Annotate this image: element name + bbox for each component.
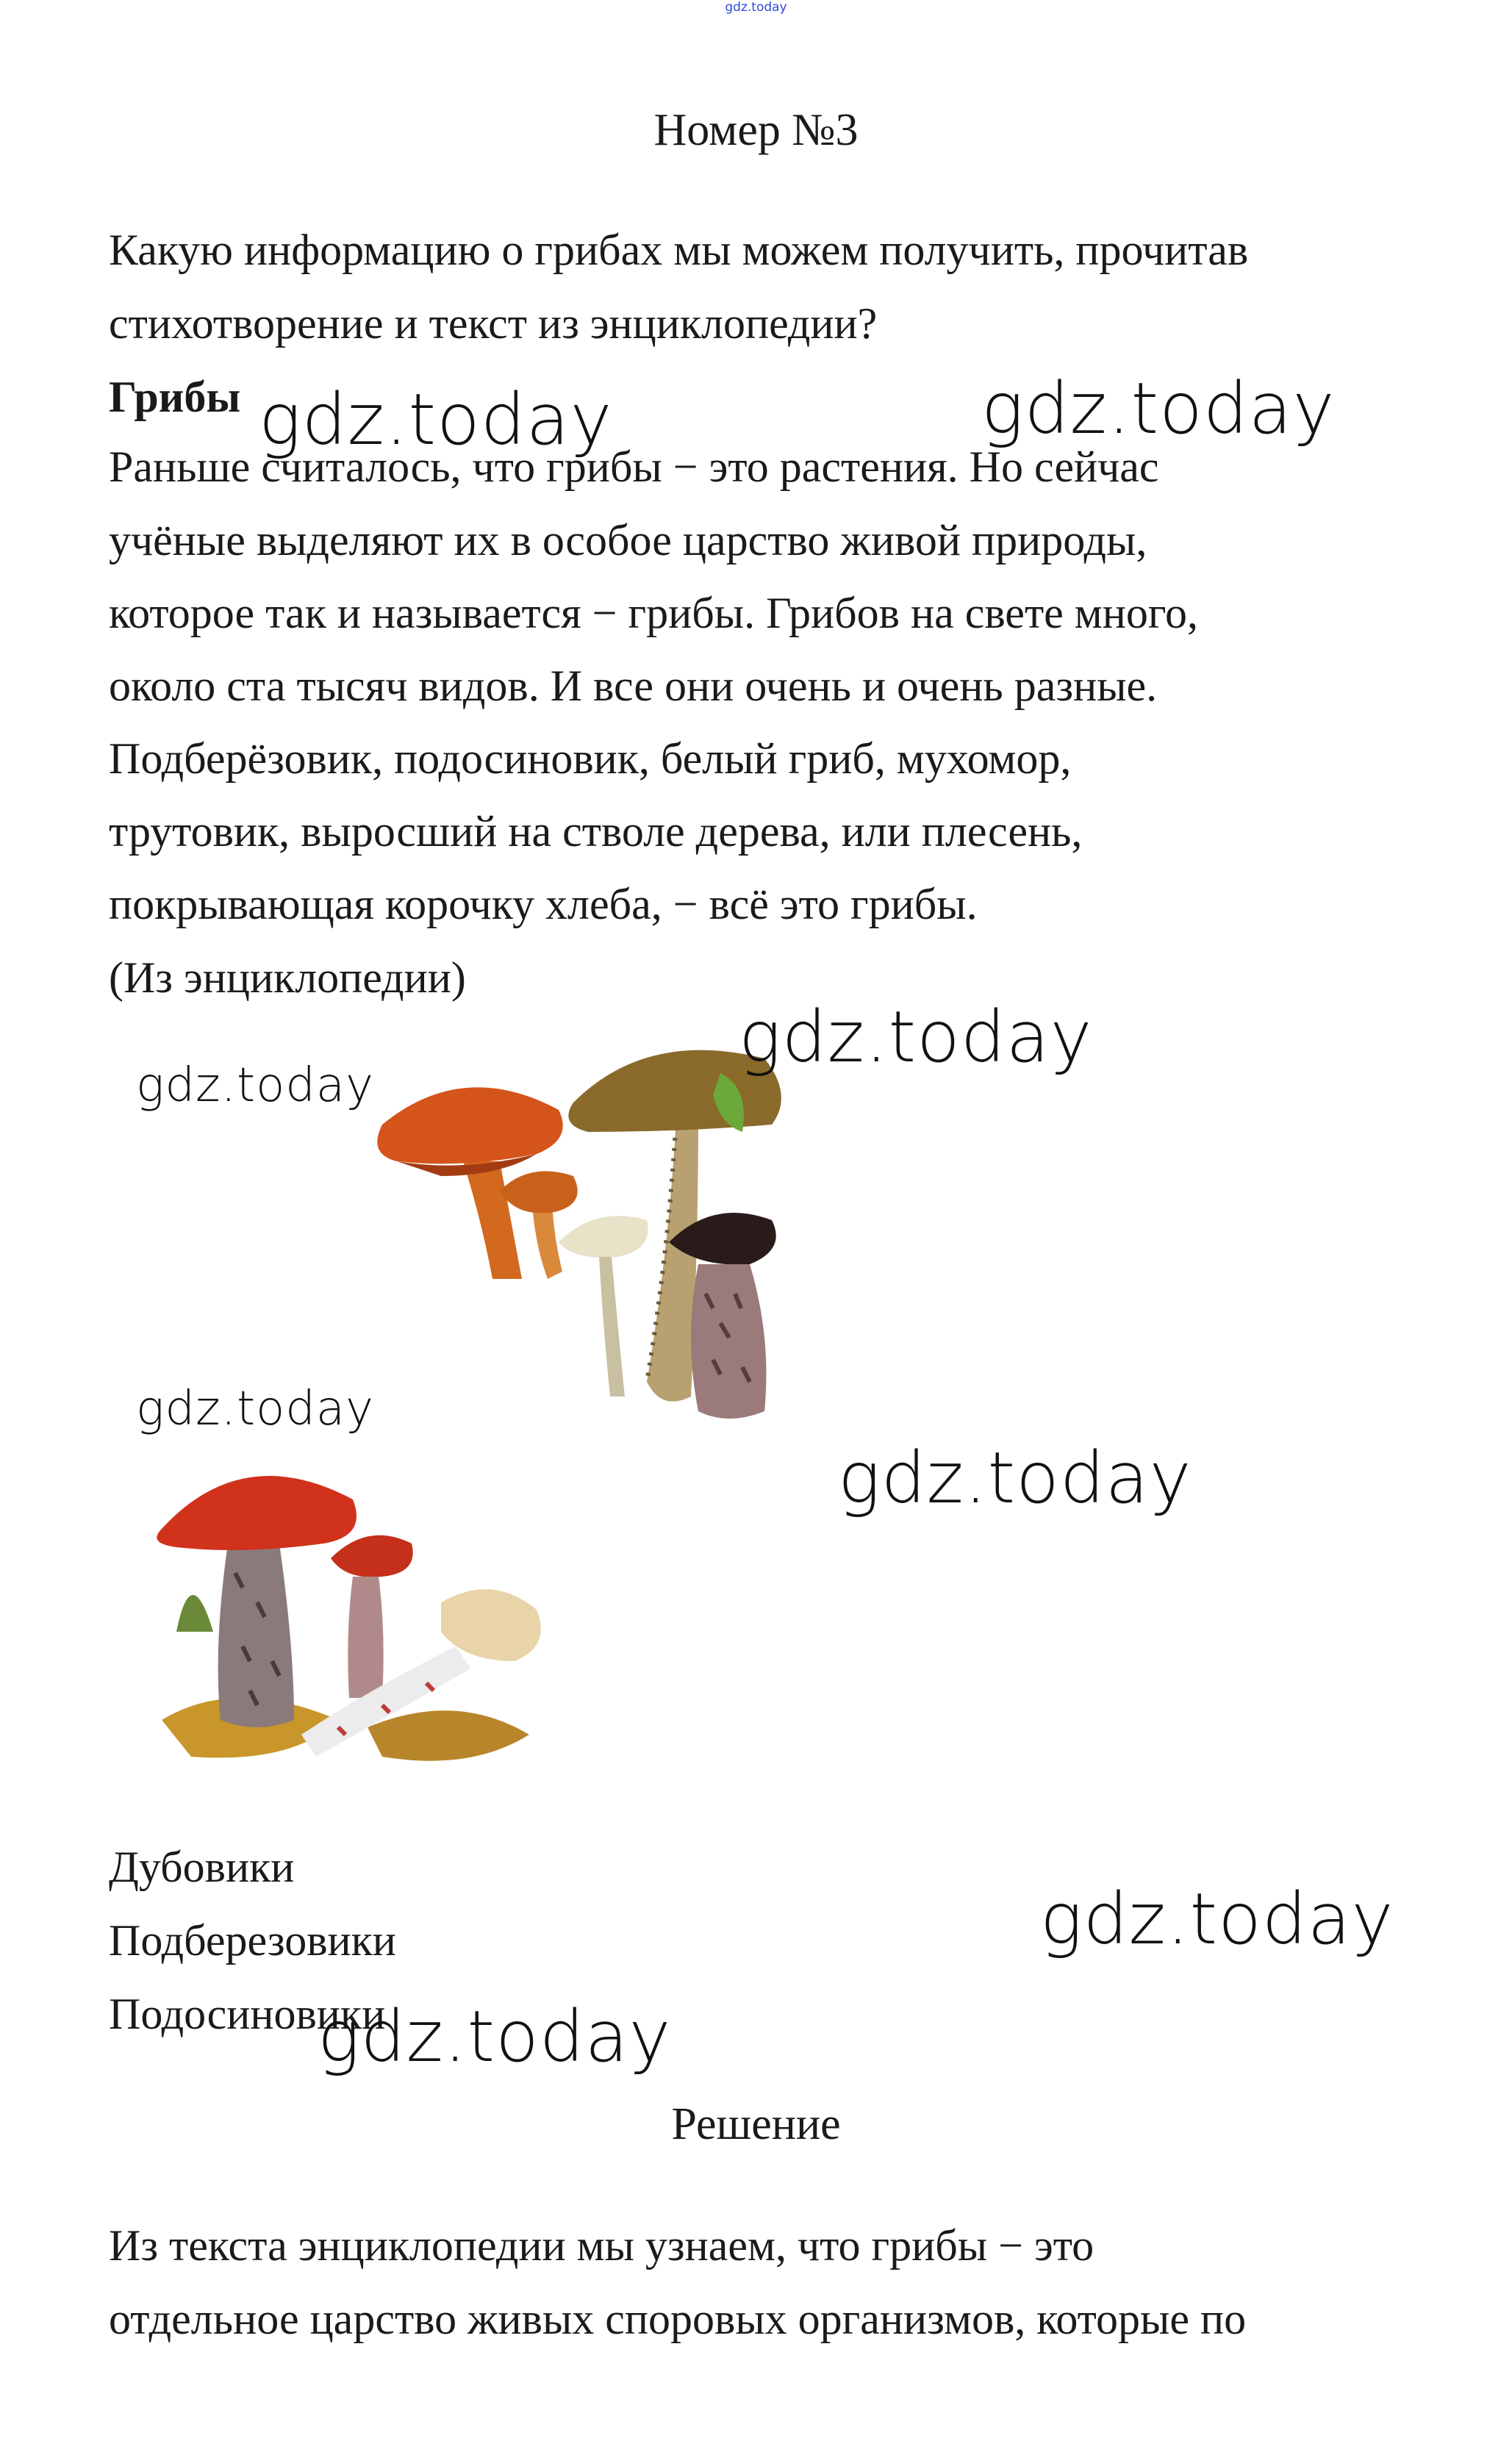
list-item-1: Дубовики: [109, 1843, 295, 1891]
text-line-7: покрывающая корочку хлеба, − всё это грибы.: [109, 880, 978, 928]
solution-line-2: отдельное царство живых споровых организмов, которые по: [109, 2295, 1247, 2343]
watermark: gdz.today: [981, 368, 1336, 450]
text-line-5: Подберёзовик, подосиновик, белый гриб, мухомор,: [109, 734, 1072, 783]
text-line-3: которое так и называется − грибы. Грибов на свете много,: [109, 589, 1198, 637]
solution-heading: Решение: [671, 2099, 841, 2149]
solution-line-1: Из текста энциклопедии мы узнаем, что грибы − это: [109, 2221, 1094, 2270]
question-line-1: Какую информацию о грибах мы можем получить, прочитав: [109, 226, 1249, 274]
watermark: gdz.today: [318, 1996, 672, 2078]
section-heading: Грибы: [109, 373, 241, 421]
question-line-2: стихотворение и текст из энциклопедии?: [109, 299, 878, 348]
text-line-4: около ста тысяч видов. И все они очень и очень разные.: [109, 662, 1158, 710]
text-line-1: Раньше считалось, что грибы − это растения. Но сейчас: [109, 442, 1159, 491]
watermark: gdz.today: [1040, 1878, 1394, 1960]
text-line-2: учёные выделяют их в особое царство живой природы,: [109, 516, 1147, 564]
watermark: gdz.today: [136, 1382, 374, 1436]
watermark: gdz.today: [136, 1058, 374, 1113]
page-title: Номер №3: [653, 105, 859, 155]
watermark: gdz.today: [259, 379, 613, 461]
text-line-6: трутовик, выросший на стволе дерева, или плесень,: [109, 807, 1083, 856]
source-line: (Из энциклопедии): [109, 953, 466, 1002]
site-mark: gdz.today: [725, 0, 787, 15]
mushroom-illustration-2: [147, 1411, 617, 1793]
list-item-3: Подосиновики: [109, 1990, 386, 2038]
watermark: gdz.today: [739, 996, 1093, 1078]
list-item-2: Подберезовики: [109, 1916, 396, 1965]
watermark: gdz.today: [838, 1437, 1192, 1519]
